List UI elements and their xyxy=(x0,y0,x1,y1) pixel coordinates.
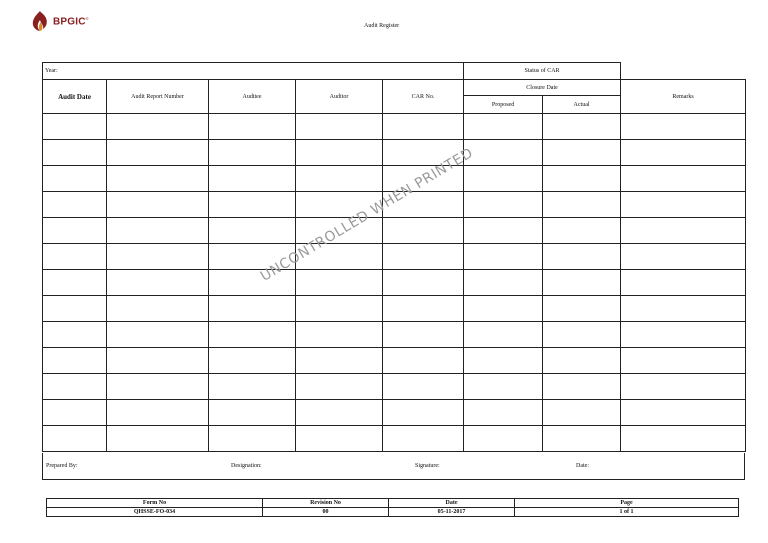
register-cell[interactable] xyxy=(296,140,383,166)
register-cell[interactable] xyxy=(209,348,296,374)
register-cell[interactable] xyxy=(209,322,296,348)
register-cell[interactable] xyxy=(543,114,621,140)
register-cell[interactable] xyxy=(543,348,621,374)
register-cell[interactable] xyxy=(543,296,621,322)
actual-header: Actual xyxy=(543,96,621,114)
register-cell[interactable] xyxy=(621,270,746,296)
table-row xyxy=(43,270,746,296)
register-cell[interactable] xyxy=(107,218,209,244)
register-cell[interactable] xyxy=(43,426,107,452)
register-cell[interactable] xyxy=(621,322,746,348)
register-cell[interactable] xyxy=(621,166,746,192)
register-cell[interactable] xyxy=(464,374,543,400)
audit-register-table xyxy=(42,62,746,452)
register-cell[interactable] xyxy=(383,218,464,244)
revision-no-value: 00 xyxy=(263,508,389,517)
register-cell[interactable] xyxy=(43,348,107,374)
register-cell[interactable] xyxy=(543,322,621,348)
proposed-header: Proposed xyxy=(464,96,543,114)
table-row xyxy=(43,244,746,270)
table-row xyxy=(43,218,746,244)
register-cell[interactable] xyxy=(543,218,621,244)
register-cell[interactable] xyxy=(383,426,464,452)
register-cell[interactable] xyxy=(621,296,746,322)
register-cell[interactable] xyxy=(621,192,746,218)
register-cell[interactable] xyxy=(383,374,464,400)
register-cell[interactable] xyxy=(43,374,107,400)
register-cell[interactable] xyxy=(209,218,296,244)
table-row xyxy=(43,374,746,400)
register-cell[interactable] xyxy=(543,140,621,166)
register-cell[interactable] xyxy=(296,322,383,348)
table-row xyxy=(43,322,746,348)
flame-logo-icon xyxy=(31,10,49,32)
register-cell[interactable] xyxy=(107,192,209,218)
register-cell[interactable] xyxy=(107,348,209,374)
register-cell[interactable] xyxy=(209,166,296,192)
register-cell[interactable] xyxy=(209,374,296,400)
register-cell[interactable] xyxy=(43,244,107,270)
car-no-header: CAR No. xyxy=(383,80,464,114)
register-cell[interactable] xyxy=(464,426,543,452)
register-cell[interactable] xyxy=(621,218,746,244)
register-cell[interactable] xyxy=(296,348,383,374)
register-cell[interactable] xyxy=(543,244,621,270)
register-cell[interactable] xyxy=(296,114,383,140)
register-cell[interactable] xyxy=(543,400,621,426)
register-cell[interactable] xyxy=(43,166,107,192)
register-cell[interactable] xyxy=(464,218,543,244)
table-row xyxy=(43,400,746,426)
register-cell[interactable] xyxy=(383,114,464,140)
table-row xyxy=(43,348,746,374)
register-cell[interactable] xyxy=(43,140,107,166)
register-cell[interactable] xyxy=(296,296,383,322)
register-cell[interactable] xyxy=(43,322,107,348)
register-cell[interactable] xyxy=(464,244,543,270)
register-cell[interactable] xyxy=(464,400,543,426)
register-cell[interactable] xyxy=(464,192,543,218)
register-cell[interactable] xyxy=(621,348,746,374)
register-cell[interactable] xyxy=(543,426,621,452)
register-cell[interactable] xyxy=(296,426,383,452)
register-cell[interactable] xyxy=(464,114,543,140)
register-cell[interactable] xyxy=(383,322,464,348)
register-cell[interactable] xyxy=(296,374,383,400)
table-row xyxy=(43,426,746,452)
register-cell[interactable] xyxy=(621,114,746,140)
register-cell[interactable] xyxy=(107,426,209,452)
register-cell[interactable] xyxy=(383,244,464,270)
table-row xyxy=(43,166,746,192)
register-cell[interactable] xyxy=(621,400,746,426)
register-cell[interactable] xyxy=(43,400,107,426)
auditee-header: Auditee xyxy=(209,80,296,114)
brand-name: BPGIC© xyxy=(53,16,89,28)
register-cell[interactable] xyxy=(107,140,209,166)
register-cell[interactable] xyxy=(209,140,296,166)
signature-label: Signature: xyxy=(415,463,440,469)
register-cell[interactable] xyxy=(543,374,621,400)
register-cell[interactable] xyxy=(209,400,296,426)
register-cell[interactable] xyxy=(209,192,296,218)
register-cell[interactable] xyxy=(107,166,209,192)
page-value: 1 of 1 xyxy=(515,508,739,517)
uncontrolled-watermark: UNCONTROLLED WHEN PRINTED xyxy=(257,144,477,285)
register-cell[interactable] xyxy=(296,270,383,296)
auditor-header: Auditor xyxy=(296,80,383,114)
date-value: 05-11-2017 xyxy=(389,508,515,517)
register-cell[interactable] xyxy=(464,166,543,192)
form-control-table xyxy=(46,498,739,517)
remarks-header: Remarks xyxy=(621,80,746,114)
register-cell[interactable] xyxy=(621,140,746,166)
register-cell[interactable] xyxy=(209,426,296,452)
table-row xyxy=(43,296,746,322)
register-cell[interactable] xyxy=(107,270,209,296)
register-cell[interactable] xyxy=(621,374,746,400)
page-header: Page xyxy=(515,499,739,508)
register-cell[interactable] xyxy=(209,296,296,322)
audit-date-header: Audit Date xyxy=(43,80,107,114)
register-cell[interactable] xyxy=(43,296,107,322)
register-cell[interactable] xyxy=(621,244,746,270)
register-cell[interactable] xyxy=(107,114,209,140)
register-cell[interactable] xyxy=(383,348,464,374)
register-cell[interactable] xyxy=(621,426,746,452)
register-cell[interactable] xyxy=(43,218,107,244)
register-cell[interactable] xyxy=(543,270,621,296)
closure-date-header: Closure Date xyxy=(464,80,621,96)
form-no-header: Form No xyxy=(47,499,263,508)
register-cell[interactable] xyxy=(209,114,296,140)
register-cell[interactable] xyxy=(43,270,107,296)
register-cell[interactable] xyxy=(43,192,107,218)
register-cell[interactable] xyxy=(383,270,464,296)
register-cell[interactable] xyxy=(464,348,543,374)
register-cell[interactable] xyxy=(107,296,209,322)
date-label: Date: xyxy=(576,463,589,469)
register-cell[interactable] xyxy=(383,296,464,322)
blank-corner xyxy=(621,63,746,80)
table-row xyxy=(43,114,746,140)
table-row xyxy=(43,140,746,166)
register-rows xyxy=(43,114,746,452)
page-title: Audit Register xyxy=(364,23,400,29)
status-of-car-header: Status of CAR xyxy=(464,63,621,80)
register-cell[interactable] xyxy=(107,322,209,348)
register-cell[interactable] xyxy=(464,322,543,348)
register-cell[interactable] xyxy=(107,400,209,426)
audit-report-number-header: Audit Report Number xyxy=(107,80,209,114)
designation-label: Designation: xyxy=(231,463,262,469)
register-cell[interactable] xyxy=(107,244,209,270)
year-cell[interactable]: Year: xyxy=(43,63,464,80)
register-cell[interactable] xyxy=(543,192,621,218)
register-cell[interactable] xyxy=(464,270,543,296)
register-cell[interactable] xyxy=(296,166,383,192)
form-no-value: QHSSE-FO-034 xyxy=(47,508,263,517)
register-cell[interactable] xyxy=(107,374,209,400)
register-cell[interactable] xyxy=(43,114,107,140)
register-cell[interactable] xyxy=(543,166,621,192)
register-cell[interactable] xyxy=(464,296,543,322)
register-cell[interactable] xyxy=(383,400,464,426)
sign-off-row xyxy=(42,453,745,480)
prepared-by-label: Prepared By: xyxy=(46,463,78,469)
date-header: Date xyxy=(389,499,515,508)
register-cell[interactable] xyxy=(296,400,383,426)
company-logo xyxy=(31,10,91,34)
register-cell[interactable] xyxy=(464,140,543,166)
revision-no-header: Revision No xyxy=(263,499,389,508)
